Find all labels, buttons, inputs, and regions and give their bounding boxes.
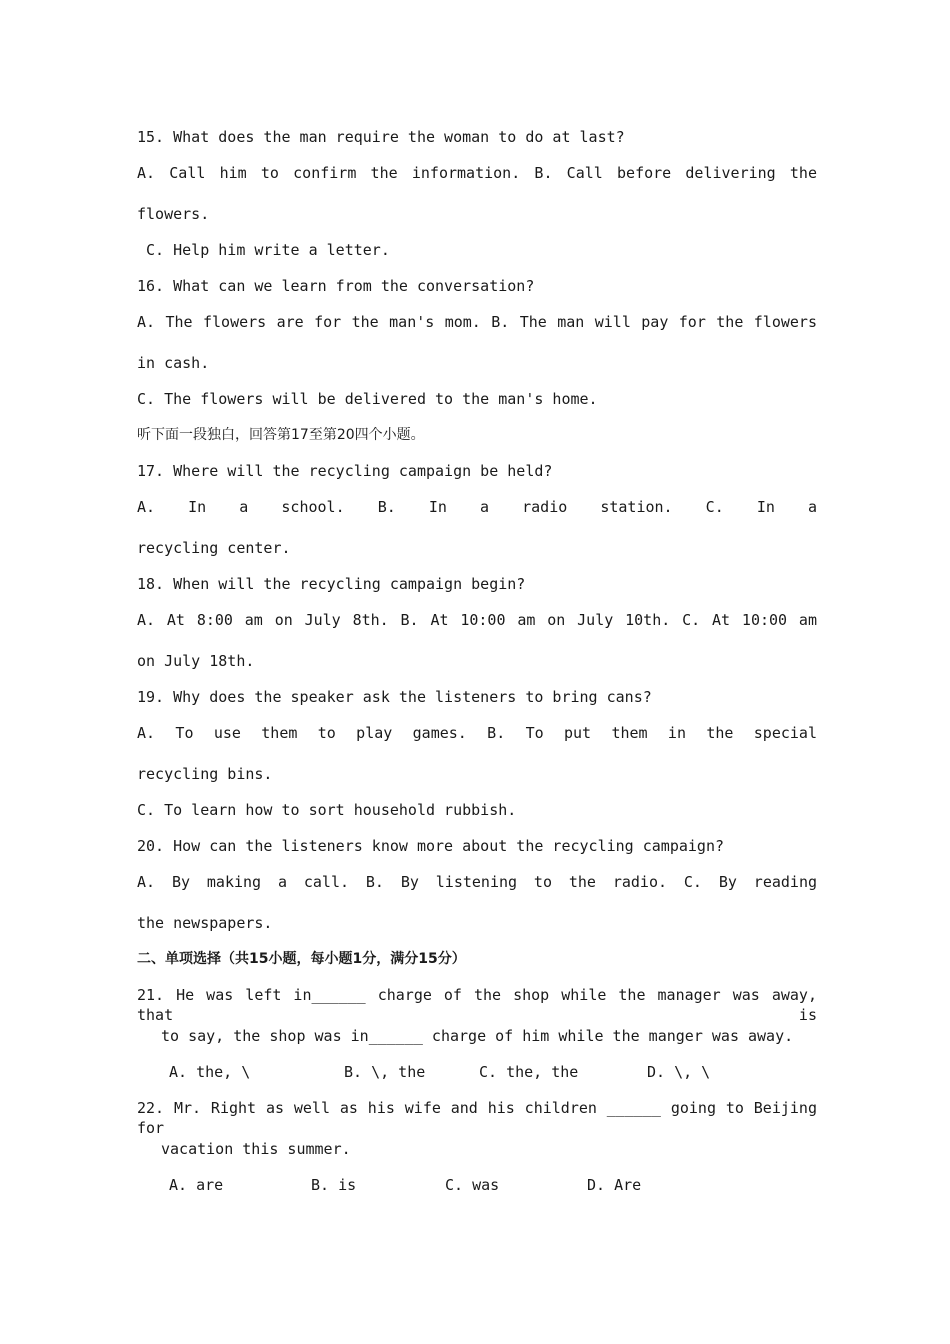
q21-option-c: C. the, the [479,1063,579,1081]
q19-options-line2: recycling bins. [137,765,273,783]
q22-option-a: A. are [169,1176,224,1194]
listening-instruction: 听下面一段独白，回答第17至第20四个小题。 [137,427,425,443]
q20-options-line1: A. By making a call. B. By listening to the radio. C. By reading [137,873,817,891]
q19-option-c: C. To learn how to sort household rubbish. [137,801,517,819]
q22-stem-line2: vacation this summer. [161,1140,351,1158]
q20-stem: 20. How can the listeners know more about the recycling campaign? [137,837,724,855]
q19-stem: 19. Why does the speaker ask the listeners to bring cans? [137,688,652,706]
q21-stem-line1: 21. He was left in______ charge of the shop while the manager was away, that is [137,986,817,1024]
q16-options-line2: in cash. [137,354,210,372]
q21-option-d: D. \, \ [647,1063,711,1081]
q15-options-line2: flowers. [137,205,210,223]
section2-heading: 二、单项选择（共15小题，每小题1分，满分15分） [137,951,466,967]
q18-options-line1: A. At 8:00 am on July 8th. B. At 10:00 am on July 10th. C. At 10:00 am [137,611,817,629]
q15-options-line1: A. Call him to confirm the information. B. Call before delivering the [137,164,817,182]
q19-options-line1: A. To use them to play games. B. To put them in the special [137,724,817,742]
q18-options-line2: on July 18th. [137,652,255,670]
q15-option-c: C. Help him write a letter. [137,241,390,259]
q16-option-c: C. The flowers will be delivered to the man's home. [137,390,598,408]
q22-stem-line1: 22. Mr. Right as well as his wife and his children ______ going to Beijing for [137,1099,817,1137]
q22-option-c: C. was [445,1176,500,1194]
q17-options-line2: recycling center. [137,539,291,557]
q15-stem: 15. What does the man require the woman to do at last? [137,128,625,146]
q22-option-d: D. Are [587,1176,642,1194]
q21-option-a: A. the, \ [169,1063,251,1081]
q17-stem: 17. Where will the recycling campaign be held? [137,462,553,480]
q21-stem-line2: to say, the shop was in______ charge of him while the manger was away. [161,1027,794,1045]
q22-option-b: B. is [311,1176,357,1194]
q18-stem: 18. When will the recycling campaign begin? [137,575,526,593]
q16-stem: 16. What can we learn from the conversation? [137,277,535,295]
q17-options-line1: A. In a school. B. In a radio station. C. In a [137,498,817,516]
q16-options-line1: A. The flowers are for the man's mom. B. The man will pay for the flowers [137,313,817,331]
q20-options-line2: the newspapers. [137,914,273,932]
q21-option-b: B. \, the [344,1063,426,1081]
